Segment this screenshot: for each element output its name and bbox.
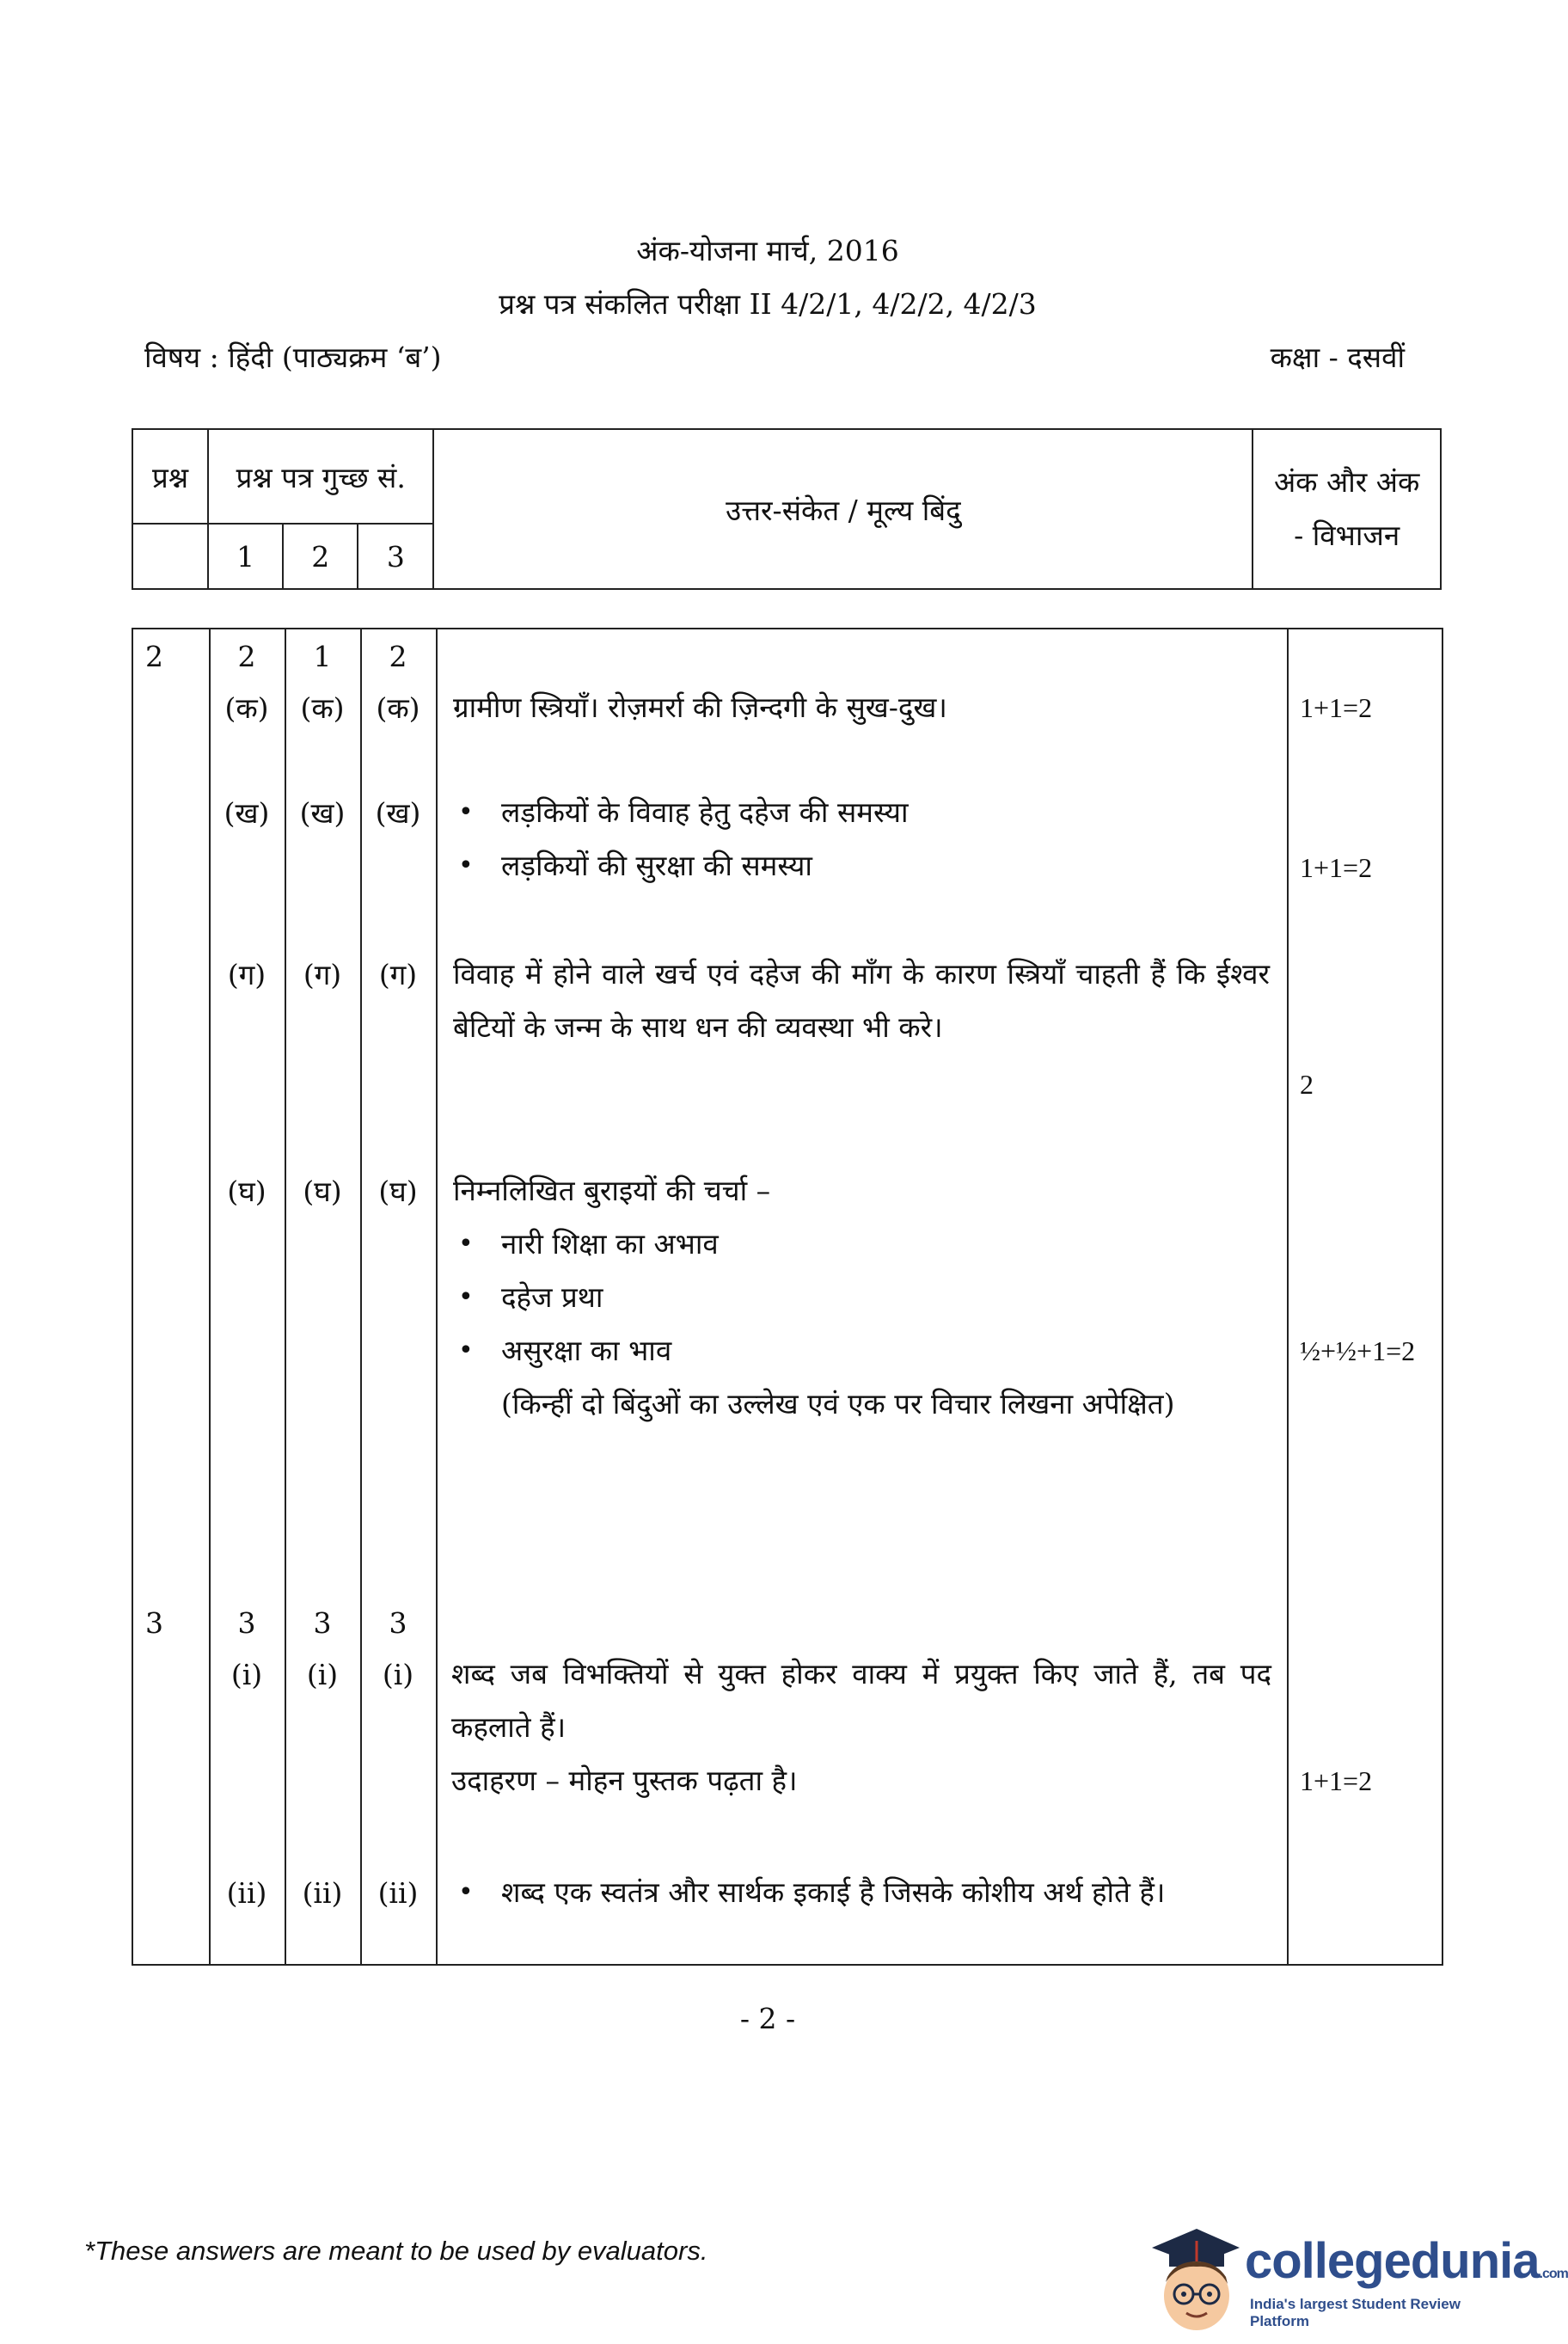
set-num-3: 3 [358,524,433,589]
marks: ½+½+1=2 [1300,1335,1416,1366]
part-label: (घ) [378,1175,418,1208]
part-label: (ग) [303,958,342,991]
bullet-item: • असुरक्षा का भाव [453,1324,1270,1378]
answer-text: शब्द जब विभक्तियों से युक्त होकर वाक्य में प्रयुक्त किए जाते हैं, तब पद कहलाते हैं। [451,1657,1271,1744]
student-mascot-icon [1143,2217,1245,2337]
set-num-1: 1 [208,524,283,589]
col-question: प्रश्न [132,429,208,524]
answer-note: (किन्हीं दो बिंदुओं का उल्लेख एवं एक पर विचार लिखना अपेक्षित) [501,1387,1175,1421]
answer-text: विवाह में होने वाले खर्च एवं दहेज की माँग के कारण स्त्रियाँ चाहती हैं कि ईश्वर बेटियों के जन्म के साथ धन की व्यवस्था भी करे। [453,957,1270,1044]
part-label: (ख) [224,796,270,830]
title-exam-codes: प्रश्न पत्र संकलित परीक्षा II 4/2/1, 4/2/2, 4/2/3 [499,287,1037,321]
set-number: 2 [389,640,407,673]
col-answer [433,429,1253,589]
question-number: 2 [145,640,163,673]
part-label: (ग) [227,958,266,991]
marks: 1+1=2 [1300,852,1373,883]
part-label: (ग) [378,958,418,991]
logo-name: collegedunia [1245,2233,1540,2289]
col-answer-label: उत्तर-संकेत / मूल्य बिंदु [726,493,961,527]
answer-block [451,1648,1271,1807]
set-number: 2 [237,640,256,673]
part-label: (क) [300,691,345,725]
logo-suffix: .com [1539,2267,1568,2281]
answer-text: ग्रामीण स्त्रियाँ। रोज़मर्रा की ज़िन्दगी के सुख-दुख। [453,690,947,724]
evaluator-note: *These answers are meant to be used by evaluators. [84,2236,708,2266]
set-num-2: 2 [283,524,358,589]
part-label: (ii) [377,1876,419,1910]
set-number: 3 [389,1606,407,1640]
answer-example: उदाहरण – मोहन पुस्तक पढ़ता है। [451,1764,798,1797]
part-label: (क) [376,691,420,725]
header-table [132,428,1442,590]
marks: 1+1=2 [1300,692,1373,723]
subject-label: विषय : हिंदी (पाठ्यक्रम ‘ब’) [144,341,442,374]
answer-table [132,628,1443,1966]
part-label: (ख) [299,796,346,830]
part-label: (घ) [227,1175,266,1208]
marks: 2 [1300,1069,1314,1100]
logo-tagline: India's largest Student Review Platform [1250,2296,1461,2329]
bullet-item: • लड़कियों की सुरक्षा की समस्या [453,839,1270,893]
part-label: (घ) [303,1175,342,1208]
part-label: (i) [382,1658,414,1691]
collegedunia-logo[interactable] [1143,2217,1568,2337]
set-number: 3 [313,1606,332,1640]
part-label: (i) [306,1658,339,1691]
bullet-item: • दहेज प्रथा [453,1271,1270,1324]
answer-intro: निम्नलिखित बुराइयों की चर्चा – [453,1174,771,1207]
marks: 1+1=2 [1300,1765,1373,1796]
bullet-item: • लड़कियों के विवाह हेतु दहेज की समस्या [453,786,1270,839]
bullet-item: • शब्द एक स्वतंत्र और सार्थक इकाई है जिसके कोशीय अर्थ होते हैं। [453,1866,1270,1919]
col-set-number: प्रश्न पत्र गुच्छ सं. [208,429,433,524]
bullet-item: • नारी शिक्षा का अभाव [453,1218,1270,1271]
part-label: (ii) [302,1876,343,1910]
part-label: (i) [230,1658,263,1691]
class-label: कक्षा - दसवीं [1270,341,1405,374]
col-marks: अंक और अंक - विभाजन [1253,429,1441,589]
part-label: (ii) [226,1876,267,1910]
col-question-blank [132,524,208,589]
answer-bullets [453,1866,1270,1919]
part-label: (क) [224,691,269,725]
answer-block [453,1164,1270,1431]
set-number: 1 [313,640,332,673]
title-marking-scheme: अंक-योजना मार्च, 2016 [636,234,899,267]
part-label: (ख) [375,796,421,830]
set-number: 3 [237,1606,256,1640]
question-number: 3 [145,1606,163,1640]
page-number: - 2 - [739,2002,796,2035]
answer-bullets [453,786,1270,893]
